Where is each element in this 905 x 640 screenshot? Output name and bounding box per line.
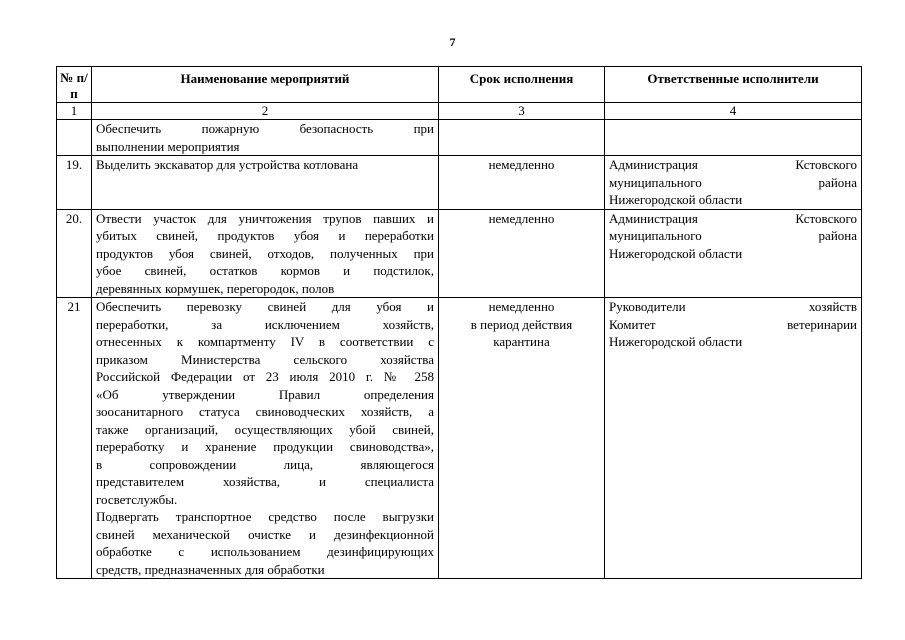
- measure-name-cell: [92, 120, 439, 156]
- term-line: немедленно: [488, 157, 555, 172]
- responsible-line: Нижегородской области: [609, 245, 743, 261]
- measure-name-line: отнесенных к компартменту IV в соответствии с: [96, 334, 434, 349]
- measure-name-line: свиней механической очистке и дезинфекционной: [96, 526, 434, 542]
- measure-name-line: Обеспечить перевозку свиней для убоя и: [96, 299, 434, 314]
- responsible-line: Нижегородской области: [609, 192, 743, 207]
- term-line: немедленно: [488, 299, 555, 314]
- row-number: [57, 120, 92, 156]
- measure-name-line: обработке с использованием дезинфицирующих: [96, 544, 434, 559]
- table-header-row: [57, 67, 862, 103]
- column-number: 3: [439, 103, 605, 120]
- responsible-line: Администрация Кстовского: [609, 210, 857, 226]
- term-cell: [439, 120, 605, 156]
- header-name: Наименование мероприятий: [92, 67, 439, 103]
- table-row: [57, 209, 862, 298]
- row-number: 20.: [57, 209, 92, 298]
- table-row: [57, 298, 862, 579]
- measure-name-line: также организаций, осуществляющих убой свиней,: [96, 421, 434, 437]
- responsible-line: муниципального района: [609, 228, 857, 243]
- header-responsible: Ответственные исполнители: [605, 67, 862, 103]
- measure-name-cell: [92, 156, 439, 210]
- term-cell: [439, 209, 605, 298]
- measure-name-line: Выделить экскаватор для устройства котлована: [96, 157, 359, 172]
- term-line: в период действия: [470, 316, 573, 332]
- measure-name-line: средств, предназначенных для обработки: [96, 561, 325, 577]
- responsible-line: муниципального района: [609, 174, 857, 190]
- measure-name-line: «Об утверждении Правил определения: [96, 386, 434, 402]
- measure-name-line: переработку и хранение продукции свиноводства»,: [96, 439, 434, 454]
- responsible-cell: [605, 298, 862, 579]
- measure-name-cell: [92, 209, 439, 298]
- column-number: 2: [92, 103, 439, 120]
- column-number: 4: [605, 103, 862, 120]
- measure-name-line: убитых свиней, продуктов убоя и переработки: [96, 228, 434, 243]
- column-number: 1: [57, 103, 92, 120]
- responsible-cell: [605, 156, 862, 210]
- measure-name-line: зоосанитарного статуса свиноводческих хозяйств, а: [96, 404, 434, 419]
- table-row: [57, 120, 862, 156]
- measure-name-line: убое свиней, остатков кормов и подстилок,: [96, 263, 434, 278]
- measure-name-line: продуктов убоя свиней, отходов, полученных при: [96, 245, 434, 261]
- term-cell: [439, 298, 605, 579]
- measure-name-line: в сопровождении лица, являющегося: [96, 456, 434, 472]
- row-number: 19.: [57, 156, 92, 210]
- responsible-cell: [605, 120, 862, 156]
- measure-name-line: Российской Федерации от 23 июля 2010 г. № 258: [96, 369, 434, 384]
- measure-name-line: деревянных кормушек, перегородок, полов: [96, 280, 335, 296]
- table-row: [57, 156, 862, 210]
- column-number-row: [57, 103, 862, 120]
- term-cell: [439, 156, 605, 210]
- responsible-line: Нижегородской области: [609, 334, 743, 349]
- term-line: немедленно: [488, 210, 555, 226]
- header-term: Срок исполнения: [439, 67, 605, 103]
- measures-table: [56, 66, 862, 579]
- responsible-line: Комитет ветеринарии: [609, 316, 857, 332]
- measure-name-line: Отвести участок для уничтожения трупов павших и: [96, 210, 434, 226]
- measure-name-line: Обеспечить пожарную безопасность при: [96, 121, 434, 136]
- page-number: 7: [449, 35, 456, 49]
- measure-name-line: Подвергать транспортное средство после выгрузки: [96, 509, 434, 524]
- responsible-cell: [605, 209, 862, 298]
- responsible-line: Руководители хозяйств: [609, 299, 857, 314]
- measure-name-line: приказом Министерства сельского хозяйства: [96, 351, 434, 367]
- measure-name-line: выполнении мероприятия: [96, 138, 240, 154]
- header-num: № п/п: [57, 67, 92, 103]
- row-number: 21: [57, 298, 92, 579]
- measure-name-line: госветслужбы.: [96, 491, 178, 507]
- measure-name-line: переработки, за исключением хозяйств,: [96, 316, 434, 332]
- term-line: карантина: [493, 334, 550, 349]
- measure-name-cell: [92, 298, 439, 579]
- measure-name-line: представителем хозяйства, и специалиста: [96, 474, 434, 489]
- responsible-line: Администрация Кстовского: [609, 157, 857, 172]
